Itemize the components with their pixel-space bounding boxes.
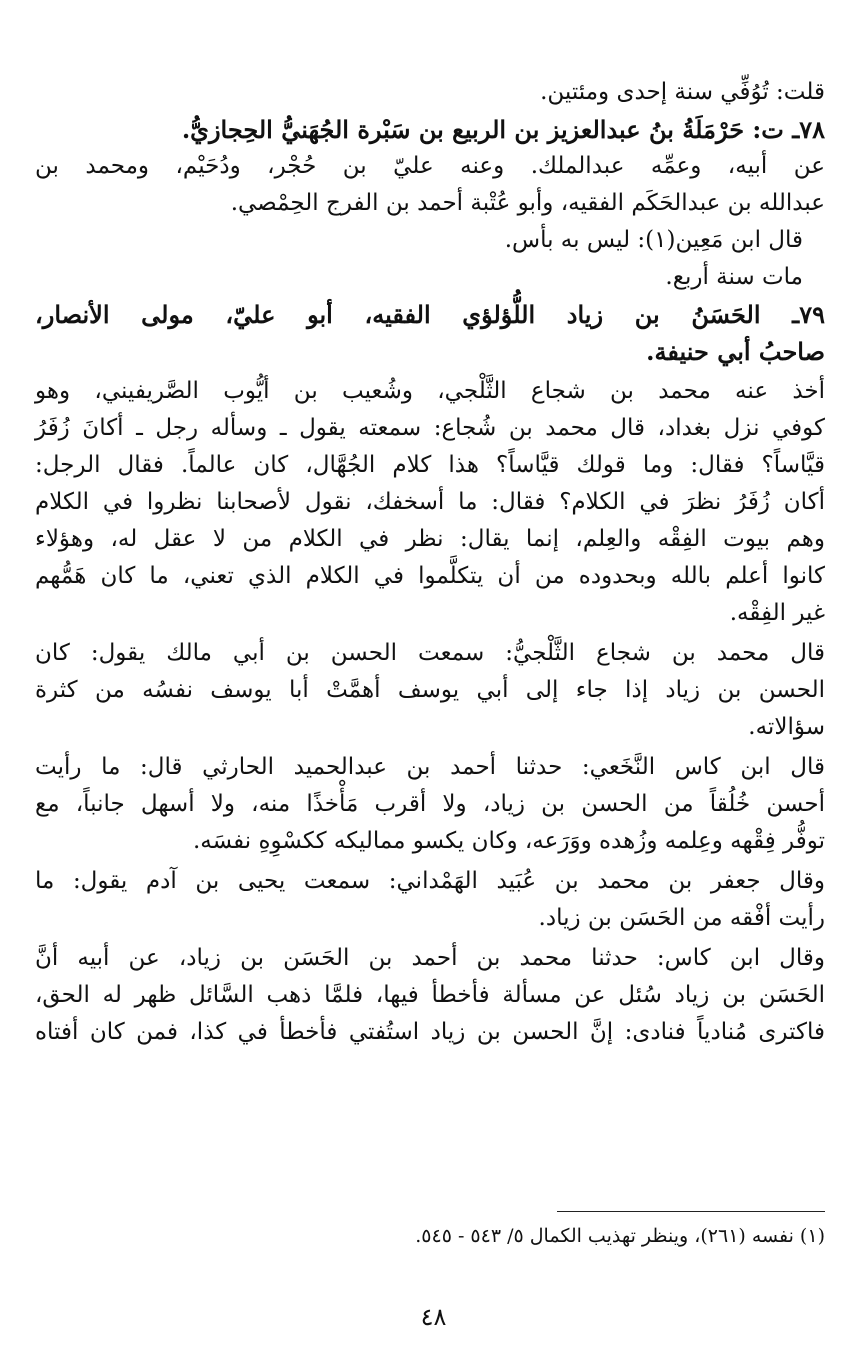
text-line: أكان زُفَرُ نظرَ في الكلام؟ فقال: ما أسخفك، نقول لأصحابنا نظروا في الكلام [35,489,825,515]
text-line: قال ابن مَعِين(١): ليس به بأس. [504,227,803,253]
text-line: وقال جعفر بن محمد بن عُبَيد الهَمْداني: سمعت يحيى بن آدم يقول: ما [35,868,825,894]
text-line: عن أبيه، وعمِّه عبدالملك. وعنه عليّ بن حُجْر، ودُحَيْم، ومحمد بن [35,153,825,179]
text-line: سؤالاته. [748,714,825,740]
footnote: (١) نفسه (٢٦١)، وينظر تهذيب الكمال ٥/ ٥٤٣ - ٥٤٥. [415,1225,825,1247]
text-line: قال ابن كاس النَّخَعي: حدثنا أحمد بن عبدالحميد الحارثي قال: ما رأيت [35,754,825,780]
text-line: غير الفِقْه. [729,600,825,626]
text-line: رأيت أفْقه من الحَسَن بن زياد. [538,905,825,931]
text-line: أحسن خُلُقاً من الحسن بن زياد، ولا أقرب مَأْخذًا منه، ولا أسهل جانباً، مع [35,791,825,817]
entry-heading-78: ٧٨ـ ت: حَرْمَلَةُ بنُ عبدالعزيز بن الربيع بن سَبْرة الجُهَنيُّ الحِجازيُّ. [181,115,825,144]
text-line: توفُّر فِقْهه وعِلمه وزُهده ووَرَعه، وكان يكسو مماليكه ككسْوِهِ نفسَه. [192,828,825,854]
footnote-divider [557,1211,825,1212]
entry-heading-79: ٧٩ـ الحَسَنُ بن زياد اللُّؤلؤي الفقيه، أبو عليّ، مولى الأنصار، [35,300,825,329]
text-line: مات سنة أربع. [665,264,803,290]
text-line: عبدالله بن عبدالحَكَم الفقيه، وأبو عُتْبة أحمد بن الفرج الحِمْصي. [230,190,825,216]
page-number: ٤٨ [420,1303,447,1331]
text-line: قال محمد بن شجاع الثَّلْجيُّ: سمعت الحسن بن أبي مالك يقول: كان [35,640,825,666]
text-line: كانوا أعلم بالله وبحدوده من أن يتكلَّموا في الكلام الذي تعني، ما كان هَمُّهم [35,563,825,589]
text-line: الحَسَن بن زياد سُئل عن مسألة فأخطأ فيها، فلمَّا ذهب السَّائل ظهر له الحق، [35,982,825,1008]
text-line: فاكترى مُنادياً فنادى: إنَّ الحسن بن زياد استُفتي فأخطأ في كذا، فمن كان أفتاه [35,1019,825,1045]
entry-heading-79-cont: صاحبُ أبي حنيفة. [646,337,825,366]
text-line: قيَّاساً؟ فقال: وما قولك قيَّاساً؟ هذا كلام الجُهَّال، كان عالماً. فقال الرجل: [35,452,825,478]
text-line: قلت: تُوُفِّي سنة إحدى ومئتين. [540,79,825,105]
text-line: الحسن بن زياد إذا جاء إلى أبي يوسف أهمَّتْ أبا يوسف نفسُه من كثرة [35,677,825,703]
text-line: أخذ عنه محمد بن شجاع الثَّلْجي، وشُعيب بن أيُّوب الصَّريفيني، وهو [35,378,825,404]
text-line: وهم بيوت الفِقْه والعِلم، إنما يقال: نظر في الكلام من لا عقل له، وهؤلاء [35,526,825,552]
text-line: وقال ابن كاس: حدثنا محمد بن أحمد بن الحَسَن بن زياد، عن أبيه أنَّ [35,945,825,971]
page-body [35,74,825,1051]
text-line: كوفي نزل بغداد، قال محمد بن شُجاع: سمعته يقول ـ وسأله رجل ـ أكانَ زُفَرُ [35,415,825,441]
